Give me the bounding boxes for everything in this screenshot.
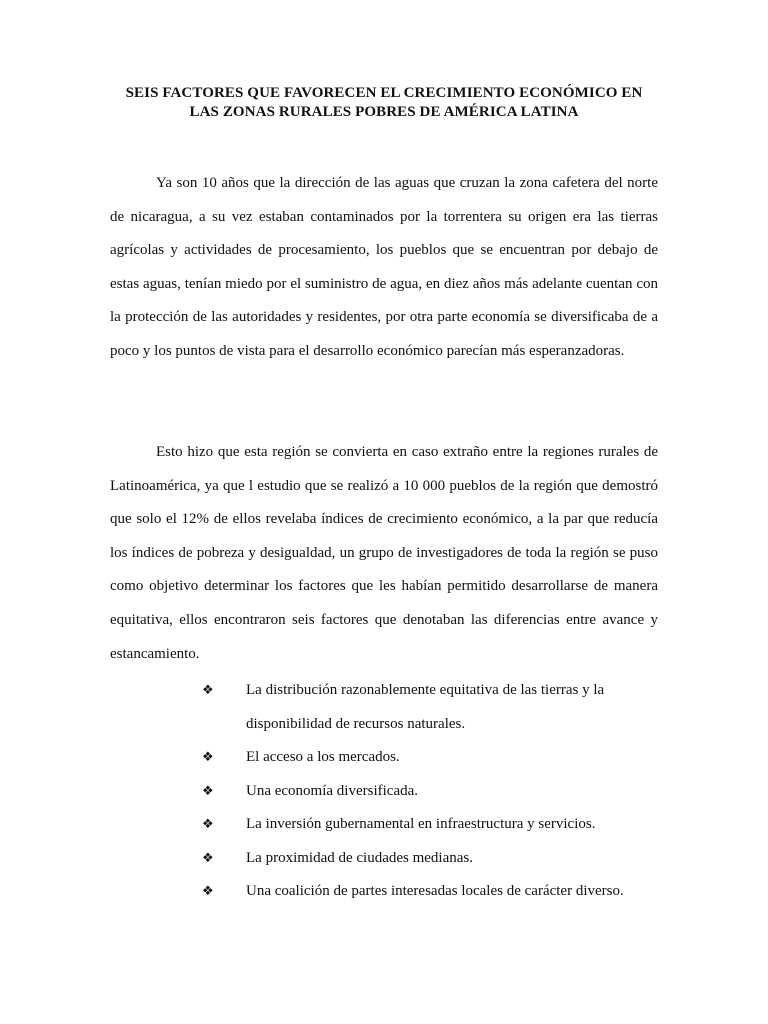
document-title (100, 84, 668, 122)
list-item-text: Una economía diversificada. (246, 782, 419, 799)
list-item (200, 808, 640, 842)
list-item (200, 741, 640, 775)
list-item (200, 842, 640, 876)
diamond-bullet-icon: ❖ (202, 683, 214, 698)
diamond-bullet-icon: ❖ (202, 783, 214, 799)
list-item-text: El acceso a los mercados. (246, 749, 400, 765)
paragraph-1: Ya son 10 años que la dirección de las aguas que cruzan la zona cafetera del norte de nicaragua, a su vez estaban contaminados por la torrentera su origen era las tierras agrícolas y actividades de procesamiento, los pueblos que se encuentran por debajo de estas aguas, tenían miedo por el suministro de agua, en diez años más adelante cuentan con la protección de las autoridades y residentes, por otra parte economía se diversificaba de a poco y los puntos de vista para el desarrollo económico parecían más esperanzadoras. (110, 175, 658, 359)
list-item-text: La distribución razonablemente equitativa de las tierras y la disponibilidad de recursos naturales. (246, 682, 605, 732)
title-line-1: SEIS FACTORES QUE FAVORECEN EL CRECIMIENTO ECONÓMICO EN (125, 85, 643, 101)
diamond-bullet-icon: ❖ (202, 817, 214, 832)
diamond-bullet-icon: ❖ (202, 850, 214, 866)
list-item (200, 674, 640, 741)
factors-list (200, 674, 640, 909)
list-item-text: La inversión gubernamental en infraestructura y servicios. (246, 816, 596, 832)
list-item-text: Una coalición de partes interesadas locales de carácter diverso. (246, 883, 624, 899)
list-item (200, 875, 640, 909)
list-item-text: La proximidad de ciudades medianas. (246, 849, 474, 866)
list-item (200, 775, 640, 809)
diamond-bullet-icon: ❖ (202, 750, 214, 765)
paragraph-2: Esto hizo que esta región se convierta en caso extraño entre la regiones rurales de Latinoamérica, ya que l estudio que se realizó a 10 000 pueblos de la región que demostró que solo el 12% de ellos revelaba índices de crecimiento económico, a la par que reducía los índices de pobreza y desigualdad, un grupo de investigadores de toda la región se puso como objetivo determinar los factores que les habían permitido desarrollarse de manera equitativa, ellos encontraron seis factores que denotaban las diferencias entre avance y estancamiento. (110, 444, 658, 662)
title-line-2: LAS ZONAS RURALES POBRES DE AMÉRICA LATINA (189, 104, 579, 120)
diamond-bullet-icon: ❖ (202, 884, 214, 899)
